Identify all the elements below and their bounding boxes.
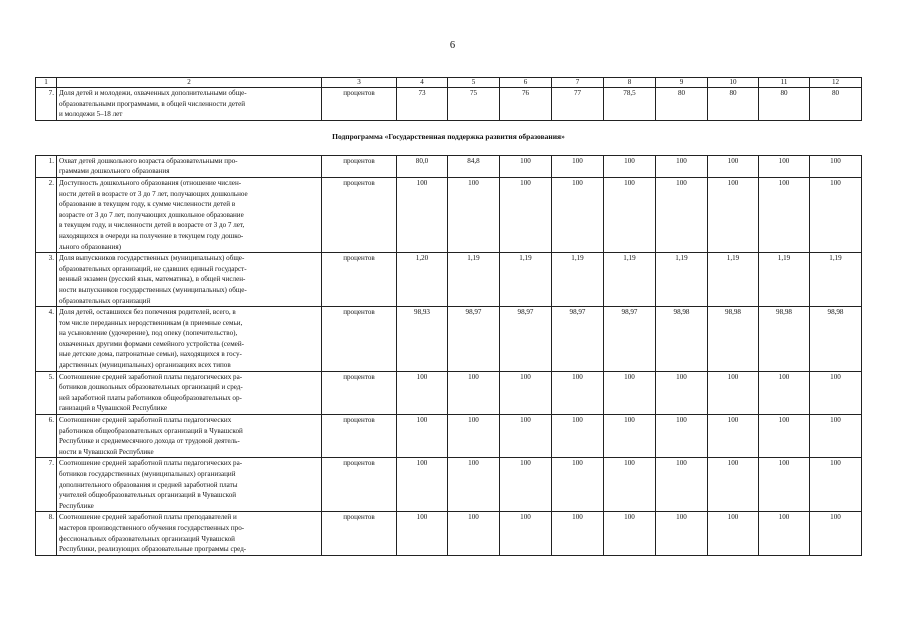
unit-of-measure: процентов xyxy=(322,253,397,307)
row-number: 7. xyxy=(36,88,57,121)
indicator-name-line: в текущем году, и численности детей в возрасте от 3 до 7 лет, xyxy=(59,221,245,230)
indicator-name-line: Соотношение средней заработной платы педагогических ра- xyxy=(59,459,243,468)
section-row xyxy=(36,120,862,155)
column-number: 5 xyxy=(448,78,500,88)
indicator-value: 100 xyxy=(708,371,759,414)
indicator-value: 78,5 xyxy=(604,88,656,121)
unit-of-measure: процентов xyxy=(322,177,397,252)
row-number: 7. xyxy=(36,458,57,512)
indicator-value: 1,19 xyxy=(448,253,500,307)
indicator-value: 100 xyxy=(500,512,552,555)
table-row xyxy=(36,371,862,414)
column-number-row xyxy=(36,78,862,88)
indicator-value: 1,19 xyxy=(500,253,552,307)
indicator-name-line: образовательных организаций, не сдавших единый государст- xyxy=(59,264,247,273)
indicator-value: 75 xyxy=(448,88,500,121)
indicator-value: 100 xyxy=(397,415,448,458)
indicator-value: 100 xyxy=(708,512,759,555)
column-number: 2 xyxy=(57,78,322,88)
indicator-value: 100 xyxy=(500,155,552,177)
indicator-value: 100 xyxy=(500,415,552,458)
indicators-table xyxy=(35,77,862,556)
indicator-value: 100 xyxy=(604,458,656,512)
indicator-value: 100 xyxy=(397,177,448,252)
indicator-name-line: ботников дошкольных образовательных организаций и сред- xyxy=(59,383,243,392)
indicator-value: 100 xyxy=(708,177,759,252)
table-row xyxy=(36,512,862,555)
indicator-name-line: ные детские дома, патронатные семьи), находящихся в госу- xyxy=(59,350,242,359)
indicator-value: 100 xyxy=(448,415,500,458)
indicator-name-line: учителей общеобразовательных организаций в Чувашской xyxy=(59,491,237,500)
table-row xyxy=(36,415,862,458)
table-row xyxy=(36,307,862,372)
indicator-value: 100 xyxy=(397,512,448,555)
indicator-value: 100 xyxy=(810,371,862,414)
table-row xyxy=(36,458,862,512)
indicator-value: 100 xyxy=(448,371,500,414)
row-number: 3. xyxy=(36,253,57,307)
indicator-value: 100 xyxy=(500,177,552,252)
indicator-name xyxy=(57,253,322,307)
indicator-value: 100 xyxy=(759,155,810,177)
indicator-name-line: мастеров производственного обучения государственных про- xyxy=(59,523,245,532)
indicator-value: 98,93 xyxy=(397,307,448,372)
indicator-value: 98,97 xyxy=(448,307,500,372)
indicator-value: 100 xyxy=(656,415,708,458)
column-number: 8 xyxy=(604,78,656,88)
column-number: 4 xyxy=(397,78,448,88)
unit-of-measure: процентов xyxy=(322,415,397,458)
indicator-name-line: ности выпускников государственных (муниципальных) обще- xyxy=(59,285,247,294)
indicator-value: 77 xyxy=(552,88,604,121)
indicator-value: 100 xyxy=(708,458,759,512)
indicator-value: 98,98 xyxy=(708,307,759,372)
section-title: Подпрограмма «Государственная поддержка развития образования» xyxy=(36,120,862,155)
indicator-name-line: образование в текущем году, к сумме численности детей в xyxy=(59,200,236,209)
indicator-value: 100 xyxy=(810,458,862,512)
indicator-value: 80,0 xyxy=(397,155,448,177)
indicator-value: 100 xyxy=(604,512,656,555)
indicator-value: 98,97 xyxy=(604,307,656,372)
indicator-name-line: дарственных (муниципальных) организациях всех типов xyxy=(59,361,231,370)
indicator-value: 100 xyxy=(810,177,862,252)
indicator-value: 100 xyxy=(552,371,604,414)
indicator-value: 98,98 xyxy=(759,307,810,372)
indicator-value: 1,19 xyxy=(810,253,862,307)
indicator-name-line: ней заработной платы работников общеобразовательных ор- xyxy=(59,393,242,402)
indicator-value: 100 xyxy=(604,155,656,177)
unit-of-measure: процентов xyxy=(322,458,397,512)
unit-of-measure: процентов xyxy=(322,371,397,414)
indicator-value: 100 xyxy=(708,415,759,458)
indicator-value: 1,19 xyxy=(708,253,759,307)
indicator-name-line: Республике xyxy=(59,501,94,510)
indicator-value: 100 xyxy=(656,155,708,177)
indicator-name-line: ганизаций в Чувашской Республике xyxy=(59,404,168,413)
indicator-value: 100 xyxy=(552,415,604,458)
indicator-name-line: охваченных другими формами семейного устройства (семей- xyxy=(59,339,244,348)
table-row xyxy=(36,177,862,252)
table-row xyxy=(36,88,862,121)
row-number: 6. xyxy=(36,415,57,458)
indicator-name xyxy=(57,415,322,458)
indicator-value: 1,19 xyxy=(656,253,708,307)
indicator-name-line: возрасте от 3 до 7 лет, получающих дошкольное образование xyxy=(59,210,244,219)
indicator-name-line: Доступность дошкольного образования (отношение числен- xyxy=(59,178,242,187)
indicator-value: 100 xyxy=(810,155,862,177)
indicator-value: 100 xyxy=(397,458,448,512)
column-number: 12 xyxy=(810,78,862,88)
indicator-value: 100 xyxy=(759,458,810,512)
indicator-name-line: ботников государственных (муниципальных) организаций xyxy=(59,470,236,478)
column-number: 11 xyxy=(759,78,810,88)
row-number: 8. xyxy=(36,512,57,555)
table-row xyxy=(36,253,862,307)
indicator-value: 80 xyxy=(656,88,708,121)
indicator-value: 1,19 xyxy=(552,253,604,307)
indicator-name-line: ности детей в возрасте от 3 до 7 лет, получающих дошкольное xyxy=(59,189,248,198)
indicator-value: 98,98 xyxy=(810,307,862,372)
column-number: 10 xyxy=(708,78,759,88)
unit-of-measure: процентов xyxy=(322,307,397,372)
table-row xyxy=(36,155,862,177)
unit-of-measure: процентов xyxy=(322,512,397,555)
indicator-value: 100 xyxy=(759,177,810,252)
indicator-value: 100 xyxy=(759,512,810,555)
indicator-value: 73 xyxy=(397,88,448,121)
indicator-value: 100 xyxy=(500,458,552,512)
indicator-value: 100 xyxy=(656,371,708,414)
indicator-value: 100 xyxy=(759,371,810,414)
indicator-value: 100 xyxy=(604,177,656,252)
indicator-name-line: Доля детей, оставшихся без попечения родителей, всего, в xyxy=(59,308,236,317)
indicator-value: 100 xyxy=(552,155,604,177)
indicator-name-line: граммами дошкольного образования xyxy=(59,167,170,176)
indicator-value: 100 xyxy=(397,371,448,414)
indicator-value: 80 xyxy=(759,88,810,121)
indicator-name-line: образовательных организаций xyxy=(59,296,151,305)
indicator-name-line: и молодежи 5–18 лет xyxy=(59,110,123,119)
indicator-value: 100 xyxy=(656,512,708,555)
indicator-value: 100 xyxy=(448,458,500,512)
indicator-name xyxy=(57,512,322,555)
indicator-value: 100 xyxy=(604,415,656,458)
indicator-name xyxy=(57,458,322,512)
column-number: 6 xyxy=(500,78,552,88)
indicator-name xyxy=(57,307,322,372)
indicator-name-line: находящихся в очереди на получение в текущем году дошко- xyxy=(59,231,244,240)
unit-of-measure: процентов xyxy=(322,88,397,121)
indicator-name-line: Доля выпускников государственных (муниципальных) обще- xyxy=(59,254,245,263)
indicator-value: 100 xyxy=(708,155,759,177)
row-number: 5. xyxy=(36,371,57,414)
row-number: 2. xyxy=(36,177,57,252)
indicator-value: 84,8 xyxy=(448,155,500,177)
indicator-value: 100 xyxy=(552,458,604,512)
unit-of-measure: процентов xyxy=(322,155,397,177)
indicator-value: 100 xyxy=(552,177,604,252)
indicator-name-line: льного образования) xyxy=(59,242,121,251)
indicator-name xyxy=(57,88,322,121)
indicator-value: 1,19 xyxy=(604,253,656,307)
indicator-value: 100 xyxy=(552,512,604,555)
indicator-value: 1,20 xyxy=(397,253,448,307)
indicator-value: 100 xyxy=(604,371,656,414)
indicator-name-line: Республики, реализующих образовательные программы сред- xyxy=(59,545,247,554)
row-number: 4. xyxy=(36,307,57,372)
indicator-name-line: работников общеобразовательных организаций в Чувашской xyxy=(59,426,243,435)
indicator-value: 100 xyxy=(448,177,500,252)
indicator-value: 98,97 xyxy=(552,307,604,372)
indicator-name xyxy=(57,177,322,252)
indicator-value: 100 xyxy=(656,458,708,512)
indicator-name-line: образовательными программами, в общей численности детей xyxy=(59,99,246,108)
indicator-name-line: фессиональных образовательных организаций Чувашской xyxy=(59,534,235,543)
indicator-name-line: Соотношение средней заработной платы педагогических xyxy=(59,416,232,425)
indicator-value: 100 xyxy=(448,512,500,555)
indicator-value: 100 xyxy=(810,415,862,458)
row-number: 1. xyxy=(36,155,57,177)
indicator-name-line: Охват детей дошкольного возраста образовательными про- xyxy=(59,156,238,165)
indicator-name-line: Соотношение средней заработной платы педагогических ра- xyxy=(59,372,243,381)
indicator-name-line: дополнительного образования и средней заработной платы xyxy=(59,480,238,489)
column-number: 1 xyxy=(36,78,57,88)
indicator-name-line: Республике и среднемесячного дохода от трудовой деятель- xyxy=(59,437,240,446)
page-number: 6 xyxy=(449,40,456,51)
indicator-name-line: венный экзамен (русский язык, математика), в общей числен- xyxy=(59,275,246,284)
indicator-value: 98,97 xyxy=(500,307,552,372)
indicator-value: 100 xyxy=(810,512,862,555)
indicator-value: 98,98 xyxy=(656,307,708,372)
indicator-value: 76 xyxy=(500,88,552,121)
indicator-name xyxy=(57,371,322,414)
indicator-value: 1,19 xyxy=(759,253,810,307)
indicator-value: 100 xyxy=(500,371,552,414)
indicator-value: 100 xyxy=(656,177,708,252)
indicator-name xyxy=(57,155,322,177)
column-number: 3 xyxy=(322,78,397,88)
indicator-name-line: Доля детей и молодежи, охваченных дополнительными обще- xyxy=(59,89,247,97)
indicator-name-line: ности в Чувашской Республике xyxy=(59,447,154,456)
column-number: 7 xyxy=(552,78,604,88)
indicator-name-line: на усыновление (удочерение), под опеку (попечительство), xyxy=(59,329,238,338)
indicator-name-line: том числе переданных неродственникам (в приемные семьи, xyxy=(59,318,243,327)
column-number: 9 xyxy=(656,78,708,88)
indicator-name-line: Соотношение средней заработной платы преподавателей и xyxy=(59,513,237,522)
indicator-value: 80 xyxy=(708,88,759,121)
indicator-value: 80 xyxy=(810,88,862,121)
indicator-value: 100 xyxy=(759,415,810,458)
